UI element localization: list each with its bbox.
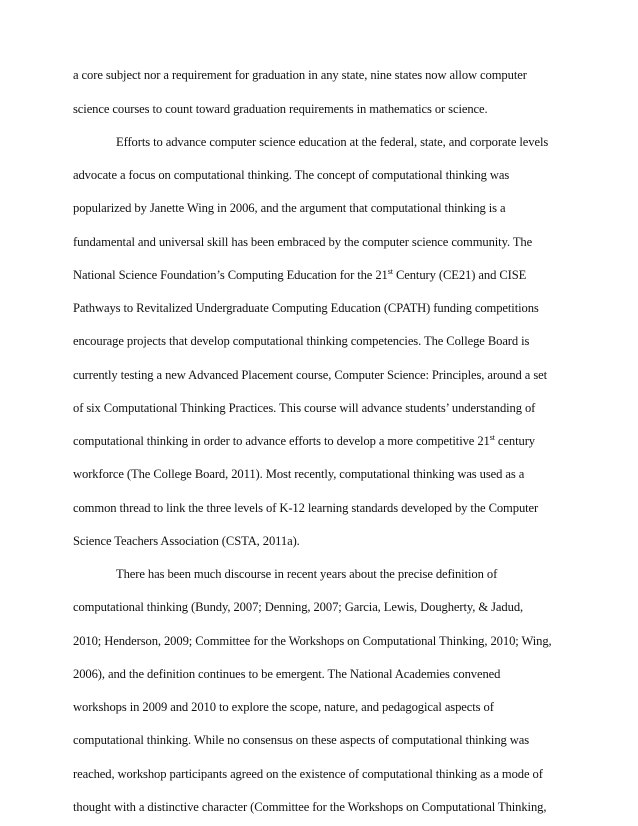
text-line: workshops in 2009 and 2010 to explore the scope, nature, and pedagogical aspects of [73,700,494,714]
text-line: fundamental and universal skill has been embraced by the computer science community. The [73,235,533,249]
text-segment: century [494,434,535,448]
text-line: Pathways to Revitalized Undergraduate Computing Education (CPATH) funding competitions [73,301,539,315]
text-line: advocate a focus on computational thinking. The concept of computational thinking was [73,168,510,182]
text-line: computational thinking (Bundy, 2007; Denning, 2007; Garcia, Lewis, Dougherty, & Jadud, [73,600,524,614]
text-line [73,433,535,449]
text-line: 2010; Henderson, 2009; Committee for the Workshops on Computational Thinking, 2010; Wing, [73,634,552,648]
superscript: st [387,267,393,276]
text-line: workforce (The College Board, 2011). Most recently, computational thinking was used as a [73,467,525,481]
text-line: thought with a distinctive character (Committee for the Workshops on Computational Thinking, [73,800,547,814]
text-line: popularized by Janette Wing in 2006, and the argument that computational thinking is a [73,201,506,215]
text-line: a core subject nor a requirement for graduation in any state, nine states now allow computer [73,68,527,82]
text-line: of six Computational Thinking Practices. This course will advance students’ understanding of [73,401,536,415]
text-line: Science Teachers Association (CSTA, 2011a). [73,534,300,548]
text-line: currently testing a new Advanced Placement course, Computer Science: Principles, around a set [73,368,548,382]
text-line: There has been much discourse in recent years about the precise definition of [116,567,498,581]
text-segment: National Science Foundation’s Computing Education for the 21 [73,268,388,282]
text-line: common thread to link the three levels of K-12 learning standards developed by the Computer [73,501,539,515]
text-line: 2006), and the definition continues to be emergent. The National Academies convened [73,667,501,681]
text-line [73,267,526,283]
text-line: encourage projects that develop computational thinking competencies. The College Board is [73,334,530,348]
text-line: Efforts to advance computer science education at the federal, state, and corporate levels [116,135,549,149]
text-line: computational thinking. While no consensus on these aspects of computational thinking was [73,733,530,747]
text-line: reached, workshop participants agreed on the existence of computational thinking as a mode of [73,767,543,781]
superscript: st [489,433,495,442]
text-line: science courses to count toward graduation requirements in mathematics or science. [73,102,488,116]
text-segment: computational thinking in order to advance efforts to develop a more competitive 21 [73,434,490,448]
text-segment: Century (CE21) and CISE [392,268,527,282]
